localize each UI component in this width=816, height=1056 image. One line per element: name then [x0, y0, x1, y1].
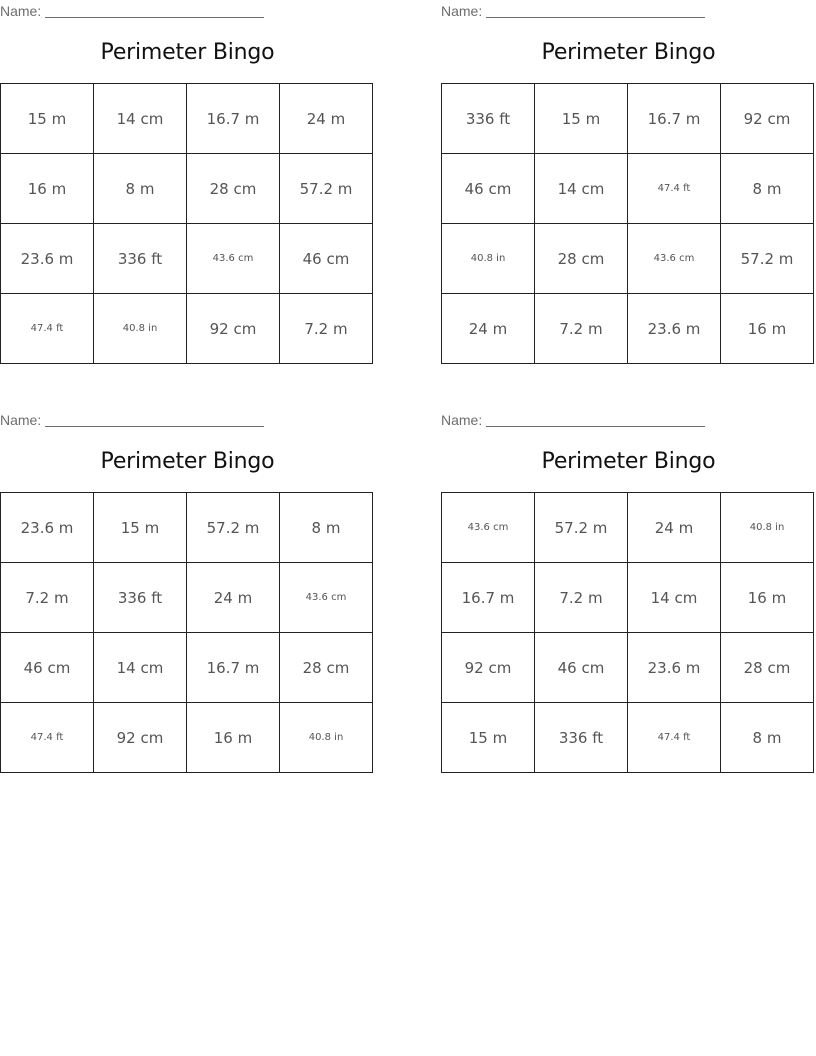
grid-row — [442, 154, 814, 224]
bingo-cell: 14 cm — [628, 563, 721, 633]
grid-row — [442, 563, 814, 633]
bingo-cell: 14 cm — [94, 633, 187, 703]
bingo-cell: 16.7 m — [187, 84, 280, 154]
name-line — [441, 3, 705, 19]
bingo-cell: 57.2 m — [721, 224, 814, 294]
grid-row — [442, 703, 814, 773]
bingo-cell: 7.2 m — [535, 563, 628, 633]
bingo-cell: 47.4 ft — [1, 294, 94, 364]
bingo-cell: 28 cm — [280, 633, 373, 703]
grid-row — [1, 154, 373, 224]
name-label: Name: — [0, 3, 42, 19]
bingo-cell: 40.8 in — [94, 294, 187, 364]
bingo-cell: 23.6 m — [1, 224, 94, 294]
bingo-cell: 92 cm — [94, 703, 187, 773]
bingo-cell: 40.8 in — [721, 493, 814, 563]
grid-row — [442, 493, 814, 563]
bingo-cell: 16.7 m — [442, 563, 535, 633]
bingo-cell: 40.8 in — [280, 703, 373, 773]
bingo-cell: 43.6 cm — [628, 224, 721, 294]
bingo-cell: 28 cm — [187, 154, 280, 224]
bingo-cell: 92 cm — [442, 633, 535, 703]
card-title: Perimeter Bingo — [541, 449, 716, 474]
name-blank — [45, 5, 264, 18]
grid-row — [1, 294, 373, 364]
bingo-cell: 46 cm — [442, 154, 535, 224]
bingo-cell: 14 cm — [94, 84, 187, 154]
bingo-cell: 28 cm — [721, 633, 814, 703]
bingo-cell: 57.2 m — [187, 493, 280, 563]
bingo-cell: 15 m — [442, 703, 535, 773]
bingo-cell: 46 cm — [280, 224, 373, 294]
bingo-grid — [441, 492, 814, 773]
bingo-cell: 24 m — [628, 493, 721, 563]
bingo-cell: 92 cm — [721, 84, 814, 154]
bingo-grid — [0, 492, 373, 773]
bingo-cell: 57.2 m — [280, 154, 373, 224]
grid-row — [442, 633, 814, 703]
bingo-cell: 16 m — [721, 563, 814, 633]
bingo-cell: 16.7 m — [187, 633, 280, 703]
card-title: Perimeter Bingo — [541, 40, 716, 65]
bingo-cell: 23.6 m — [1, 493, 94, 563]
bingo-cell: 8 m — [280, 493, 373, 563]
bingo-cell: 92 cm — [187, 294, 280, 364]
bingo-cell: 7.2 m — [1, 563, 94, 633]
name-line — [441, 412, 705, 428]
grid-row — [442, 84, 814, 154]
name-label: Name: — [441, 412, 483, 428]
bingo-cell: 336 ft — [535, 703, 628, 773]
bingo-cell: 7.2 m — [535, 294, 628, 364]
grid-row — [1, 703, 373, 773]
name-line — [0, 3, 264, 19]
card-title: Perimeter Bingo — [100, 449, 275, 474]
name-line — [0, 412, 264, 428]
bingo-cell: 43.6 cm — [187, 224, 280, 294]
bingo-cell: 40.8 in — [442, 224, 535, 294]
bingo-cell: 336 ft — [94, 224, 187, 294]
bingo-cell: 43.6 cm — [442, 493, 535, 563]
bingo-cell: 8 m — [721, 154, 814, 224]
name-blank — [45, 414, 264, 427]
bingo-cell: 8 m — [94, 154, 187, 224]
bingo-cell: 16.7 m — [628, 84, 721, 154]
bingo-cell: 14 cm — [535, 154, 628, 224]
bingo-cell: 47.4 ft — [1, 703, 94, 773]
grid-row — [442, 224, 814, 294]
bingo-cell: 15 m — [1, 84, 94, 154]
bingo-cell: 15 m — [94, 493, 187, 563]
bingo-cell: 336 ft — [94, 563, 187, 633]
name-label: Name: — [441, 3, 483, 19]
grid-row — [442, 294, 814, 364]
bingo-cell: 16 m — [187, 703, 280, 773]
bingo-cell: 23.6 m — [628, 633, 721, 703]
bingo-cell: 15 m — [535, 84, 628, 154]
grid-row — [1, 224, 373, 294]
name-blank — [486, 5, 705, 18]
grid-row — [1, 84, 373, 154]
bingo-cell: 23.6 m — [628, 294, 721, 364]
bingo-cell: 46 cm — [535, 633, 628, 703]
card-title: Perimeter Bingo — [100, 40, 275, 65]
bingo-grid — [0, 83, 373, 364]
name-blank — [486, 414, 705, 427]
name-label: Name: — [0, 412, 42, 428]
grid-row — [1, 563, 373, 633]
grid-row — [1, 633, 373, 703]
bingo-cell: 46 cm — [1, 633, 94, 703]
bingo-cell: 43.6 cm — [280, 563, 373, 633]
bingo-cell: 7.2 m — [280, 294, 373, 364]
bingo-grid — [441, 83, 814, 364]
bingo-cell: 16 m — [1, 154, 94, 224]
bingo-cell: 47.4 ft — [628, 703, 721, 773]
bingo-cell: 8 m — [721, 703, 814, 773]
bingo-cell: 24 m — [187, 563, 280, 633]
bingo-cell: 57.2 m — [535, 493, 628, 563]
bingo-cell: 24 m — [442, 294, 535, 364]
bingo-cell: 16 m — [721, 294, 814, 364]
grid-row — [1, 493, 373, 563]
bingo-cell: 336 ft — [442, 84, 535, 154]
bingo-cell: 24 m — [280, 84, 373, 154]
bingo-cell: 47.4 ft — [628, 154, 721, 224]
bingo-cell: 28 cm — [535, 224, 628, 294]
